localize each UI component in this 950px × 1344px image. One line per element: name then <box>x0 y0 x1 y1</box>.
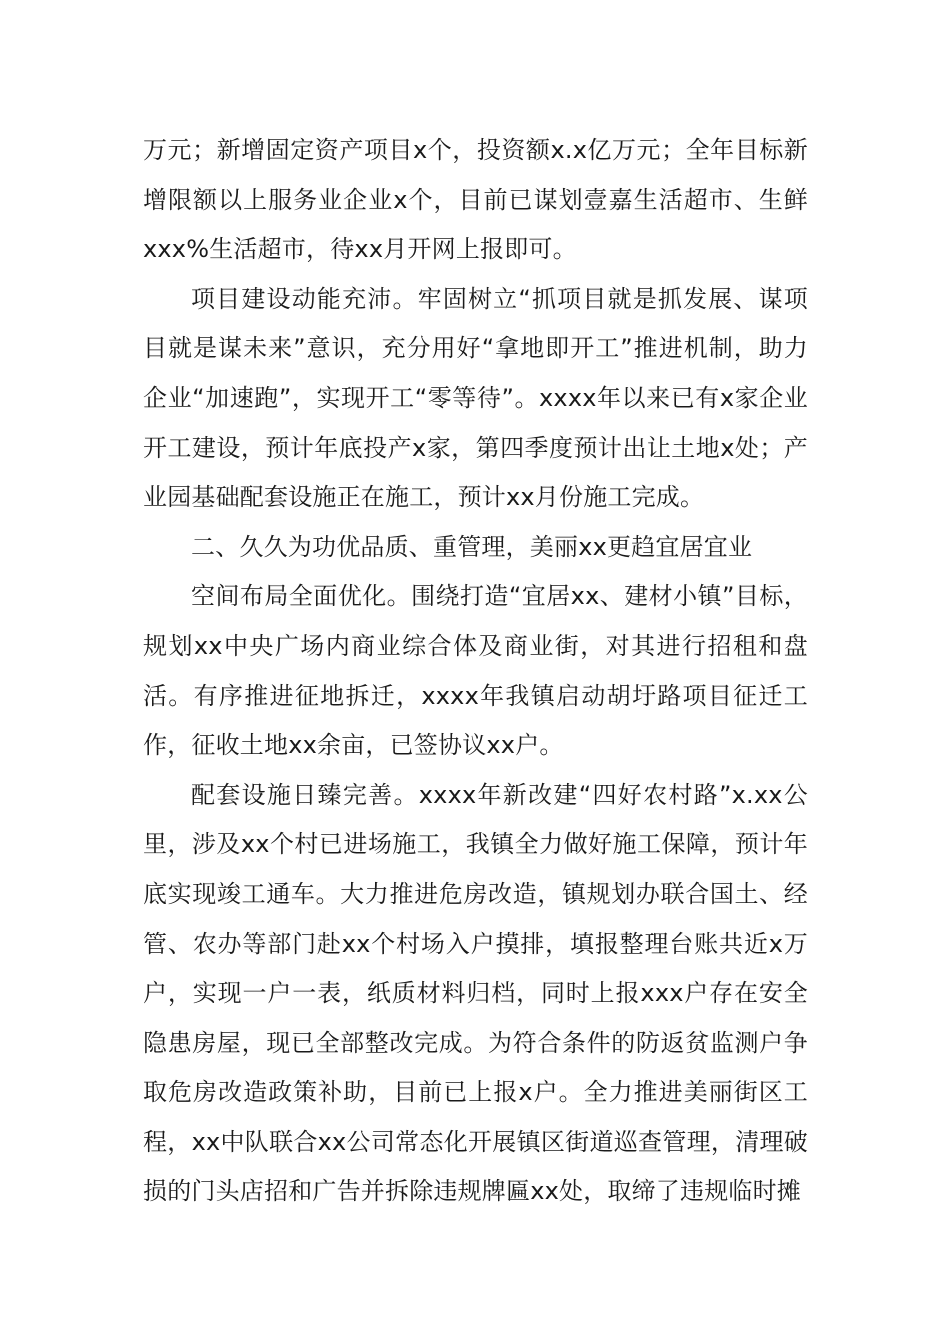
section-heading-2: 二、久久为功优品质、重管理，美丽xx更趋宜居宜业 <box>191 532 753 561</box>
paragraph-supporting-facilities: 配套设施日臻完善。xxxx年新改建“四好农村路”x.xx公里，涉及xx个村已进场施工，我镇全力做好施工保障，预计年底实现竣工通车。大力推进危房改造，镇规划办联合国土、经管、农办等部门赴xx个村场入户摸排，填报整理台账共近x万户，实现一户一表，纸质材料归档，同时上报xxx户存在安全隐患房屋，现已全部整改完成。为符合条件的防返贫监测户争取危房改造政策补助，目前已上报x户。全力推进美丽街区工程，xx中队联合xx公司常态化开展镇区街道巡查管理，清理破损的门头店招和广告并拆除违规牌匾xx处，取缔了违规临时摊 <box>143 780 808 1206</box>
paragraph-spatial-layout: 空间布局全面优化。围绕打造“宜居xx、建材小镇”目标，规划xx中央广场内商业综合体及商业街，对其进行招租和盘活。有序推进征地拆迁，xxxx年我镇启动胡圩路项目征迁工作，征收土地xx余亩，已签协议xx户。 <box>143 582 808 760</box>
document-body <box>143 126 808 1217</box>
paragraph-investment-continued: 万元；新增固定资产项目x个，投资额x.x亿万元；全年目标新增限额以上服务业企业x个，目前已谋划壹嘉生活超市、生鲜xxx%生活超市，待xx月开网上报即可。 <box>143 136 808 264</box>
paragraph-project-construction: 项目建设动能充沛。牢固树立“抓项目就是抓发展、谋项目就是谋未来”意识，充分用好“拿地即开工”推进机制，助力企业“加速跑”，实现开工“零等待”。xxxx年以来已有x家企业开工建设，预计年底投产x家，第四季度预计出让土地x处；产业园基础配套设施正在施工，预计xx月份施工完成。 <box>143 284 808 512</box>
